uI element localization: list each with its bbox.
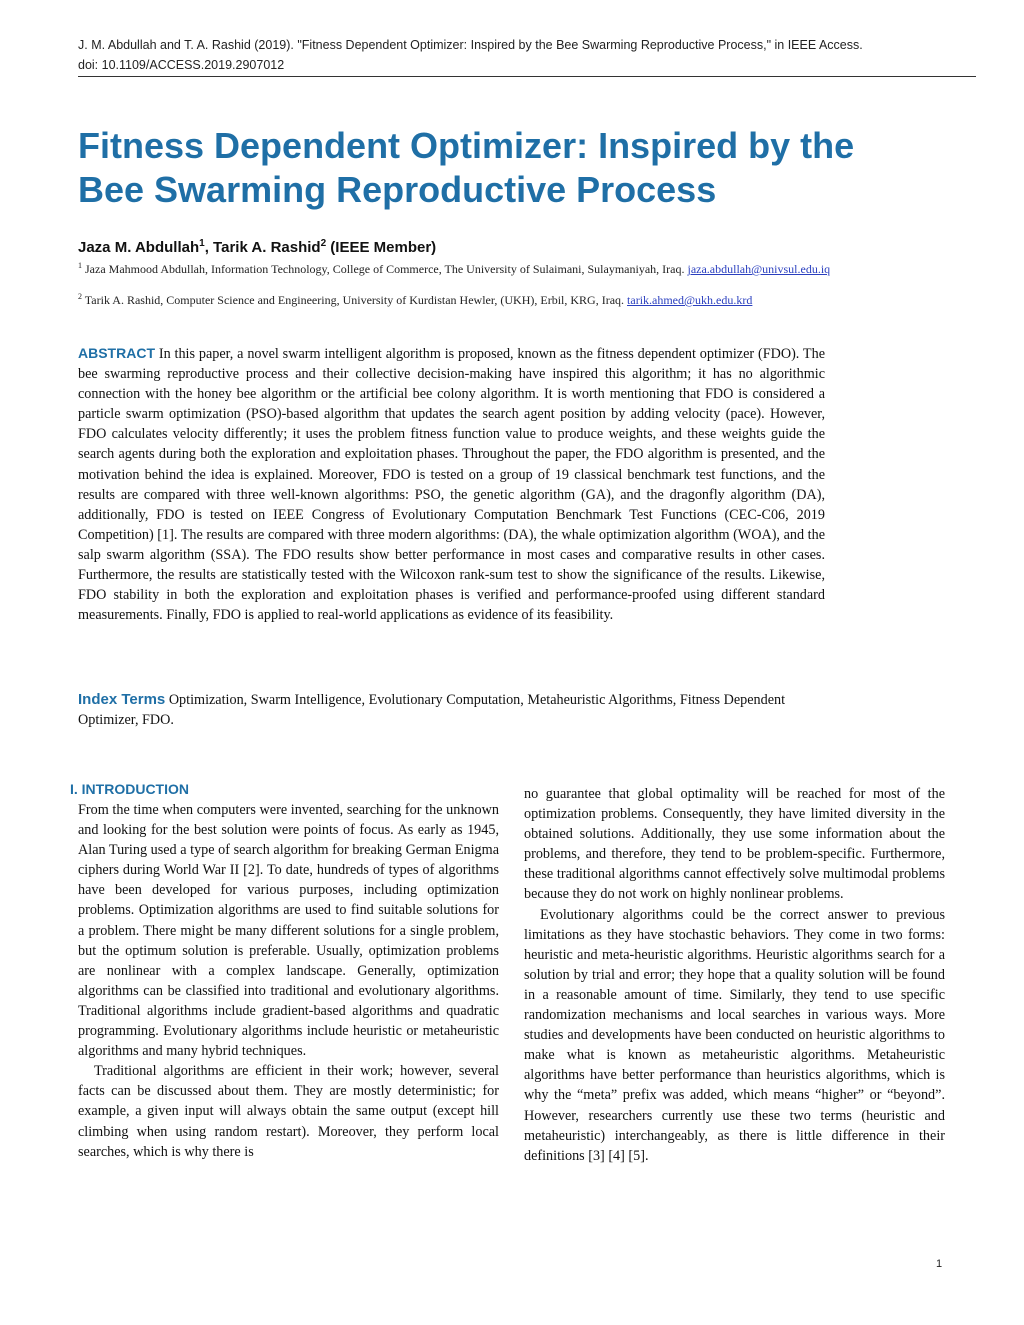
page-number: 1 — [936, 1258, 943, 1270]
author-name: Jaza M. Abdullah — [78, 239, 200, 256]
affiliation-number: 2 — [78, 292, 82, 301]
author-list — [78, 238, 436, 256]
left-column — [78, 800, 499, 1162]
paragraph: Evolutionary algorithms could be the correct answer to previous limitations as they have stochastic behaviors. They come in two forms: heuristic and meta-heuristic algorithms. Heuristic algorithms search for a solution by trial and error; they hope that a quality solution will be found in a reasonable amount of time. Similarly, they tend to use specific randomization mechanisms and local searches in various ways. More studies and developments have been conducted on heuristic algorithms to make what is known as metaheuristic algorithms. Metaheuristic algorithms have better performance than heuristics algorithms, which is why the “meta” prefix was added, which means “higher” or “beyond”. However, researchers currently use these two terms (heuristic and metaheuristic) interchangeably, as there is little difference in their definitions [3] [4] [5]. — [524, 906, 945, 1164]
abstract — [78, 343, 825, 625]
paragraph: Traditional algorithms are efficient in their work; however, several facts can be discussed about them. They are mostly deterministic; for example, a given input will always obtain the same output (except hill climbing when using random restart). Moreover, they perform local searches, which is why there is — [78, 1063, 499, 1160]
paragraph: no guarantee that global optimality will be reached for most of the optimization problems. Consequently, they have limited diversity in the obtained solutions. Additionally, they use some information about the problems, and therefore, they tend to be problem-specific. Furthermore, these traditional algorithms cannot effectively solve multimodal problems because they do not work on highly nonlinear problems. — [524, 786, 945, 903]
affiliation-text: Tarik A. Rashid, Computer Science and Engineering, University of Kurdistan Hewler, (UKH), Erbil, KRG, Iraq. — [84, 293, 625, 307]
abstract-label: ABSTRACT — [78, 345, 155, 361]
section-heading-introduction: I. INTRODUCTION — [70, 781, 189, 797]
header-divider — [78, 76, 976, 77]
author-email-link[interactable]: tarik.ahmed@ukh.edu.krd — [627, 293, 753, 307]
affiliation-2 — [78, 292, 752, 308]
index-terms — [78, 690, 838, 730]
affiliation-text: Jaza Mahmood Abdullah, Information Technology, College of Commerce, The University of Sulaimani, Sulaymaniyah, Iraq. — [85, 262, 685, 276]
abstract-text: In this paper, a novel swarm intelligent algorithm is proposed, known as the fitness dependent optimizer (FDO). The bee swarming reproductive process and their collective decision-making have inspired this algorithm; it has no algorithmic connection with the honey bee algorithm or the artificial bee colony algorithm. It is worth mentioning that FDO is considered a particle swarm optimization (PSO)-based algorithm that updates the search agent position by adding velocity (pace). However, FDO calculates velocity differently; it uses the problem fitness function value to produce weights, and these weights guide the search agents during both the exploration and exploitation phases. Throughout the paper, the FDO algorithm is presented, and the motivation behind the idea is explained. Moreover, FDO is tested on a group of 19 classical benchmark test functions, and the results are compared with three well-known algorithms: PSO, the genetic algorithm (GA), and the dragonfly algorithm (DA), additionally, FDO is tested on IEEE Congress of Evolutionary Computation Benchmark Test Functions (CEC-C06, 2019 Competition) [1]. The results are compared with three modern algorithms: (DA), the whale optimization algorithm (WOA), and the salp swarm algorithm (SSA). The FDO results show better performance in most cases and comparative results in other cases. Furthermore, the results are statistically tested with the Wilcoxon rank-sum test to show the significance of the results. Likewise, FDO stability in both the exploration and exploitation phases is verified and performance-proofed using different standard measurements. Finally, FDO is applied to real-world applications as evidence of its feasibility. — [78, 346, 825, 624]
title-line-2: Bee Swarming Reproductive Process — [78, 169, 717, 210]
index-terms-text: Optimization, Swarm Intelligence, Evolutionary Computation, Metaheuristic Algorithms, Fitness Dependent Optimizer, FDO. — [78, 692, 786, 728]
author-email-link[interactable]: jaza.abdullah@univsul.edu.iq — [687, 262, 831, 276]
affiliation-number: 1 — [78, 261, 82, 270]
index-terms-label: Index Terms — [78, 691, 166, 708]
paper-title — [78, 124, 978, 212]
author-superscript: 2 — [320, 238, 327, 249]
author-separator: , — [204, 239, 214, 256]
affiliation-1 — [78, 261, 830, 277]
paragraph: From the time when computers were invented, searching for the unknown and looking for the best solution were points of focus. As early as 1945, Alan Turing used a type of search algorithm for breaking German Enigma ciphers during World War II [2]. To date, hundreds of types of algorithms have been developed for various purposes, including optimization problems. Optimization algorithms are used to find suitable solutions for a problem. There might be many different solutions for a single problem, but the optimum solution is preferable. Usually, optimization problems are nonlinear with a complex landscape. Generally, optimization algorithms can be classified into traditional and evolutionary algorithms. Traditional algorithms include gradient-based algorithms and quadratic programming. Evolutionary algorithms include heuristic or metaheuristic algorithms and many hybrid techniques. — [78, 802, 499, 1060]
citation-line-1: J. M. Abdullah and T. A. Rashid (2019). "Fitness Dependent Optimizer: Inspired by the Bee Swarming Reproductive Process," in IEEE Access. — [78, 38, 863, 52]
author-superscript: 1 — [199, 238, 205, 249]
citation-header — [78, 35, 978, 75]
author-membership: (IEEE Member) — [326, 239, 437, 256]
title-line-1: Fitness Dependent Optimizer: Inspired by the — [78, 125, 855, 166]
right-column — [524, 784, 945, 1166]
author-name: Tarik A. Rashid — [213, 239, 321, 256]
citation-doi: doi: 10.1109/ACCESS.2019.2907012 — [78, 58, 285, 72]
